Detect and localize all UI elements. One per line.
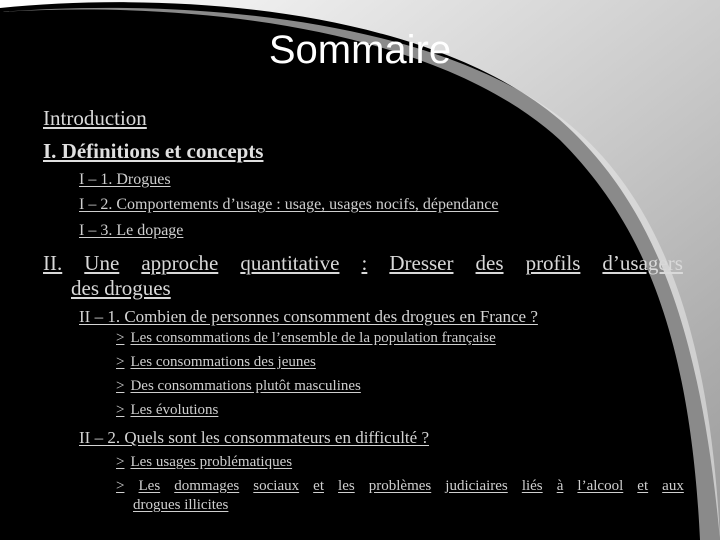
bullet-arrow-icon: > [116,378,125,394]
toc-part1-sub3[interactable]: I – 3. Le dopage [79,222,184,239]
part2-word: quantitative [240,251,340,275]
bullet-word: judiciaires [445,478,508,494]
part2-word: approche [141,251,219,275]
bullet-word: et [637,478,649,494]
bullet-text: Les consommations des jeunes [130,354,316,370]
bullet-arrow-icon: > [116,478,125,494]
slide-title: Sommaire [268,28,452,72]
bullet-arrow-icon: > [116,454,125,470]
bullet-word: problèmes [368,478,432,494]
toc-part2-sub1-bullet[interactable] [116,402,218,419]
toc-part2-sub1-bullet[interactable] [116,378,361,395]
toc-part2-line1[interactable] [43,251,683,276]
part2-word: Une [84,251,120,275]
bullet-word: aux [662,478,684,494]
bullet-arrow-icon: > [116,402,125,418]
part2-word: : [361,251,368,275]
toc-part2-sub2[interactable]: II – 2. Quels sont les consommateurs en difficulté ? [79,428,429,447]
bullet-arrow-icon: > [116,354,125,370]
toc-introduction[interactable]: Introduction [43,106,147,130]
bullet-2-first-line [116,478,684,495]
part2-word: des [475,251,504,275]
bullet-word: à [556,478,564,494]
toc-part2-sub1-bullet[interactable] [116,354,316,371]
bullet-arrow-icon: > [116,330,125,346]
toc-part2-line2[interactable]: des drogues [71,276,171,300]
part2-word: Dresser [389,251,454,275]
toc-part1-sub1[interactable]: I – 1. Drogues [79,171,171,188]
bullet-text: Les usages problématiques [130,454,293,470]
part2-word: profils [525,251,581,275]
toc-part2-sub1[interactable]: II – 1. Combien de personnes consomment des drogues en France ? [79,307,538,326]
bullet-word: Les [138,478,161,494]
bullet-word: et [313,478,324,494]
bullet-word: liés [521,478,543,494]
bullet-word: dommages [174,478,240,494]
part2-word: d’usagers [602,251,683,275]
toc-part1-sub2[interactable]: I – 2. Comportements d’usage : usage, usages nocifs, dépendance [79,196,499,213]
toc-part2-sub1-bullet[interactable] [116,330,496,347]
toc-part1[interactable]: I. Définitions et concepts [43,139,264,163]
toc-part2-sub2-bullet-2[interactable] [116,478,684,495]
bullet-word: sociaux [253,478,300,494]
toc-part2-sub2-bullet-1[interactable] [116,454,292,471]
bullet-text: Les consommations de l’ensemble de la population française [130,330,496,346]
bullet-word: l’alcool [577,478,624,494]
bullet-text: Les évolutions [130,402,219,418]
part2-word: II. [43,251,63,275]
bullet-text: Des consommations plutôt masculines [130,378,361,394]
bullet-word: les [338,478,355,494]
toc-part2-sub2-bullet-2-cont[interactable]: drogues illicites [133,497,229,513]
